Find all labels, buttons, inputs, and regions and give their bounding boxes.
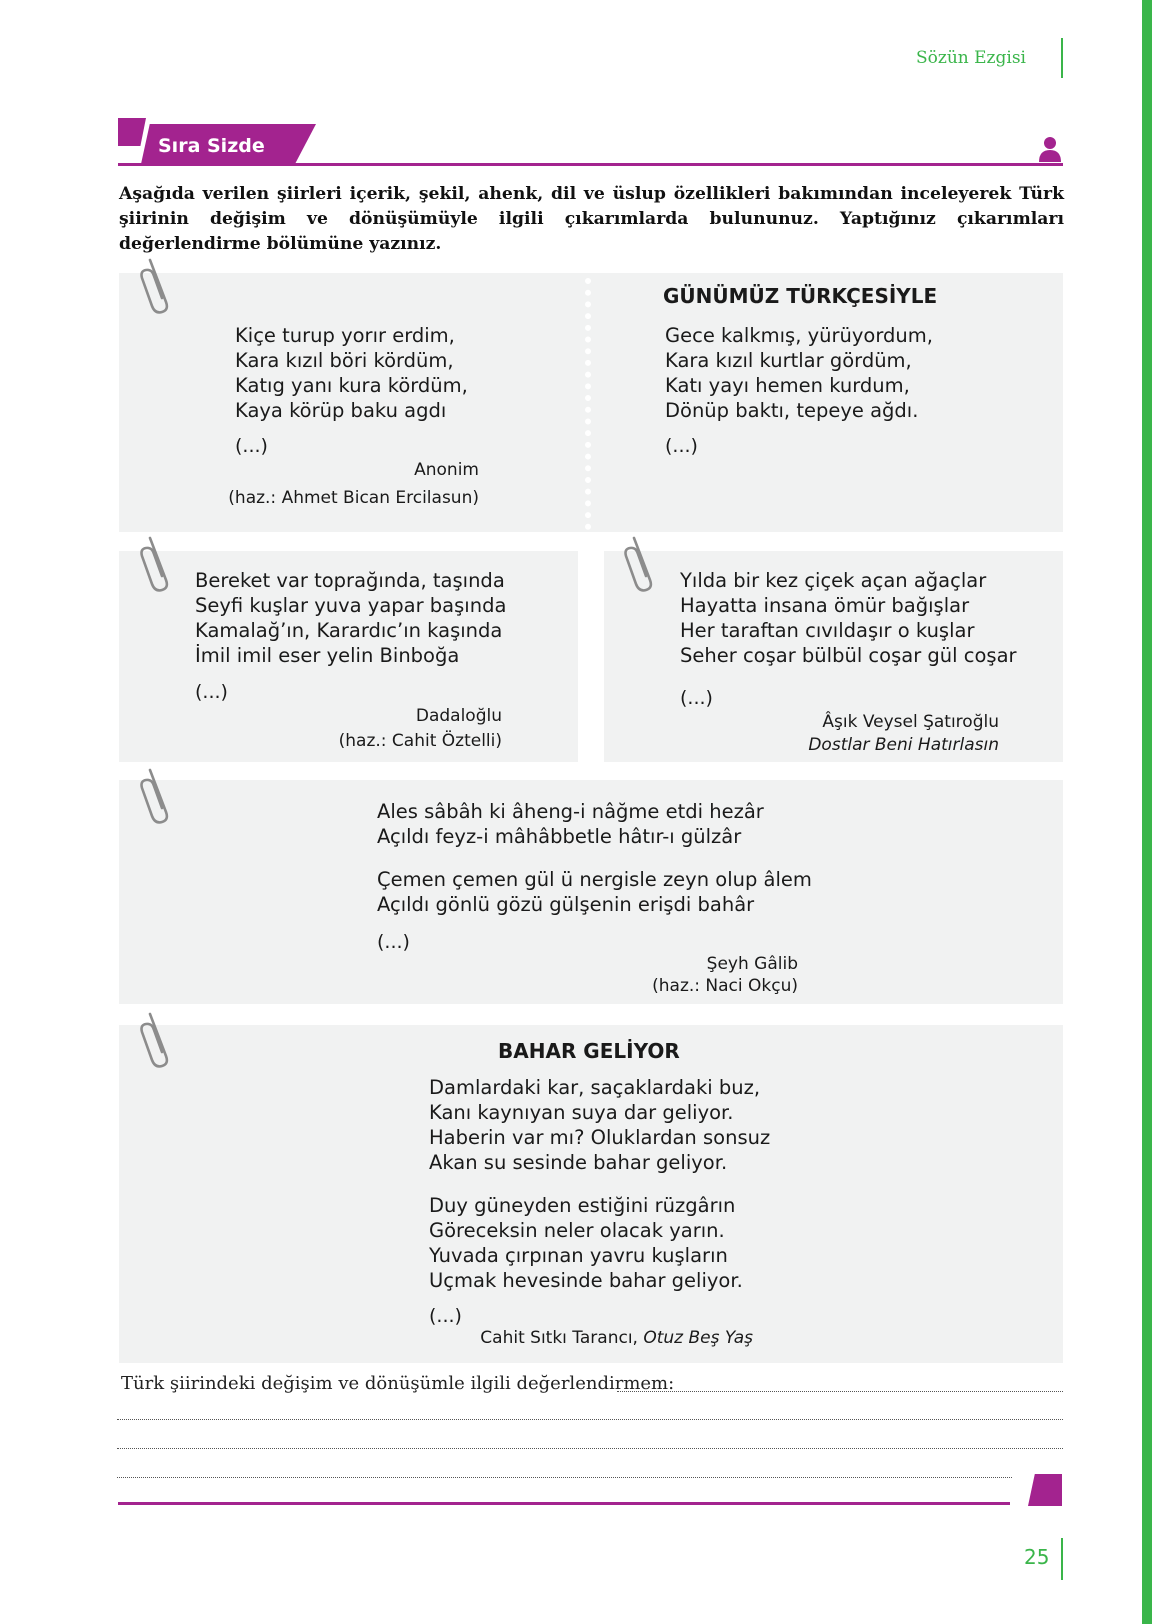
poem-line: İmil imil eser yelin Binboğa	[195, 644, 460, 667]
evaluation-label: Türk şiirindeki değişim ve dönüşümle ilgili değerlendirmem:	[121, 1373, 675, 1394]
answer-line[interactable]	[117, 1448, 1063, 1449]
section-rule	[118, 163, 1063, 166]
poem-line: Hayatta insana ömür bağışlar	[680, 594, 970, 617]
poem-line: Kara kızıl böri kördüm,	[235, 349, 454, 372]
poem-3	[680, 568, 1017, 668]
poem-line: Göreceksin neler olacak yarın.	[429, 1219, 725, 1242]
poem-line: Kamalağ’ın, Karardıc’ın kaşında	[195, 619, 503, 642]
instructions-text: Aşağıda verilen şiirleri içerik, şekil, ahenk, dil ve üslup özellikleri bakımından inceleyerek Türk şiirinin değişim ve dönüşümüyle ilgili çıkarımlarda bulununuz. Yaptığınız çıkarımları değerlendirme bölümüne yazınız.	[119, 184, 1064, 254]
paperclip-icon	[138, 766, 174, 824]
poem-source: Otuz Beş Yaş	[643, 1328, 753, 1348]
poem-line: Yılda bir kez çiçek açan ağaçlar	[680, 569, 987, 592]
answer-line[interactable]	[117, 1477, 1012, 1478]
poem-line: Dönüp baktı, tepeye ağdı.	[665, 399, 919, 422]
poem-line: Yuvada çırpınan yavru kuşların	[429, 1244, 728, 1267]
paperclip-icon	[622, 534, 658, 592]
ellipsis: (...)	[235, 435, 268, 457]
poem-attribution	[480, 1326, 753, 1350]
ellipsis: (...)	[680, 687, 713, 709]
poem-line: Açıldı feyz-i mâhâbbetle hâtır-ı gülzâr	[377, 825, 742, 848]
poem-line: Kanı kaynıyan suya dar geliyor.	[429, 1101, 734, 1124]
poem-line: Çemen çemen gül ü nergisle zeyn olup âlem	[377, 868, 812, 891]
paperclip-icon	[138, 534, 174, 592]
ellipsis: (...)	[377, 931, 410, 953]
poem-author: Şeyh Gâlib	[706, 954, 798, 974]
poem-line: Gece kalkmış, yürüyordum,	[665, 324, 933, 347]
poem-1	[235, 323, 468, 423]
poem-line: Kaya körüp baku agdı	[235, 399, 447, 422]
person-icon	[1039, 136, 1061, 162]
poem-line: Akan su sesinde bahar geliyor.	[429, 1151, 728, 1174]
header-divider	[1061, 38, 1063, 78]
poem-line: Damlardaki kar, saçaklardaki buz,	[429, 1076, 761, 1099]
running-header: Sözün Ezgisi	[916, 48, 1026, 68]
poem-line: Bereket var toprağında, taşında	[195, 569, 505, 592]
poem-1-modern	[665, 323, 933, 423]
poem-author: Âşık Veysel Şatıroğlu	[822, 712, 999, 732]
poem-source: (haz.: Cahit Öztelli)	[338, 731, 502, 751]
box-divider	[585, 278, 591, 530]
poem-line: Duy güneyden estiğini rüzgârın	[429, 1194, 736, 1217]
poem-line: Kiçe turup yorır erdim,	[235, 324, 455, 347]
page-edge-bar	[1142, 0, 1152, 1624]
poem-author: Cahit Sıtkı Tarancı,	[480, 1328, 644, 1348]
poem-line: Her taraftan cıvıldaşır o kuşlar	[680, 619, 975, 642]
poem-line: Haberin var mı? Oluklardan sonsuz	[429, 1126, 771, 1149]
poem-4	[377, 799, 812, 917]
poem-line: Uçmak hevesinde bahar geliyor.	[429, 1269, 743, 1292]
ellipsis: (...)	[429, 1305, 462, 1327]
footer-decoration	[1028, 1474, 1062, 1506]
poem-line: Katı yayı hemen kurdum,	[665, 374, 910, 397]
poem-heading: GÜNÜMÜZ TÜRKÇESİYLE	[663, 284, 938, 308]
paperclip-icon	[138, 1010, 174, 1068]
poem-source: (haz.: Naci Okçu)	[652, 976, 798, 996]
ellipsis: (...)	[665, 435, 698, 457]
ellipsis: (...)	[195, 681, 228, 703]
page-number: 25	[1024, 1545, 1050, 1569]
poem-author: Anonim	[414, 460, 479, 480]
section-title: Sıra Sizde	[158, 135, 265, 157]
poem-heading: BAHAR GELİYOR	[498, 1039, 680, 1063]
poem-source: Dostlar Beni Hatırlasın	[808, 735, 999, 755]
poem-line: Ales sâbâh ki âheng-i nâğme etdi hezâr	[377, 800, 764, 823]
footer-rule	[118, 1502, 1010, 1505]
poem-source: (haz.: Ahmet Bican Ercilasun)	[228, 488, 479, 508]
poem-2	[195, 568, 506, 668]
poem-line: Seher coşar bülbül coşar gül coşar	[680, 644, 1017, 667]
answer-line[interactable]	[617, 1391, 1063, 1392]
answer-line[interactable]	[117, 1419, 1063, 1420]
poem-author: Dadaloğlu	[415, 706, 502, 726]
poem-5	[429, 1075, 770, 1293]
paperclip-icon	[138, 256, 174, 314]
poem-line: Kara kızıl kurtlar gördüm,	[665, 349, 912, 372]
section-decoration	[118, 118, 146, 146]
poem-line: Seyfi kuşlar yuva yapar başında	[195, 594, 507, 617]
page-number-divider	[1061, 1538, 1063, 1580]
poem-line: Katıg yanı kura kördüm,	[235, 374, 468, 397]
poem-line: Açıldı gönlü gözü gülşenin erişdi bahâr	[377, 893, 755, 916]
